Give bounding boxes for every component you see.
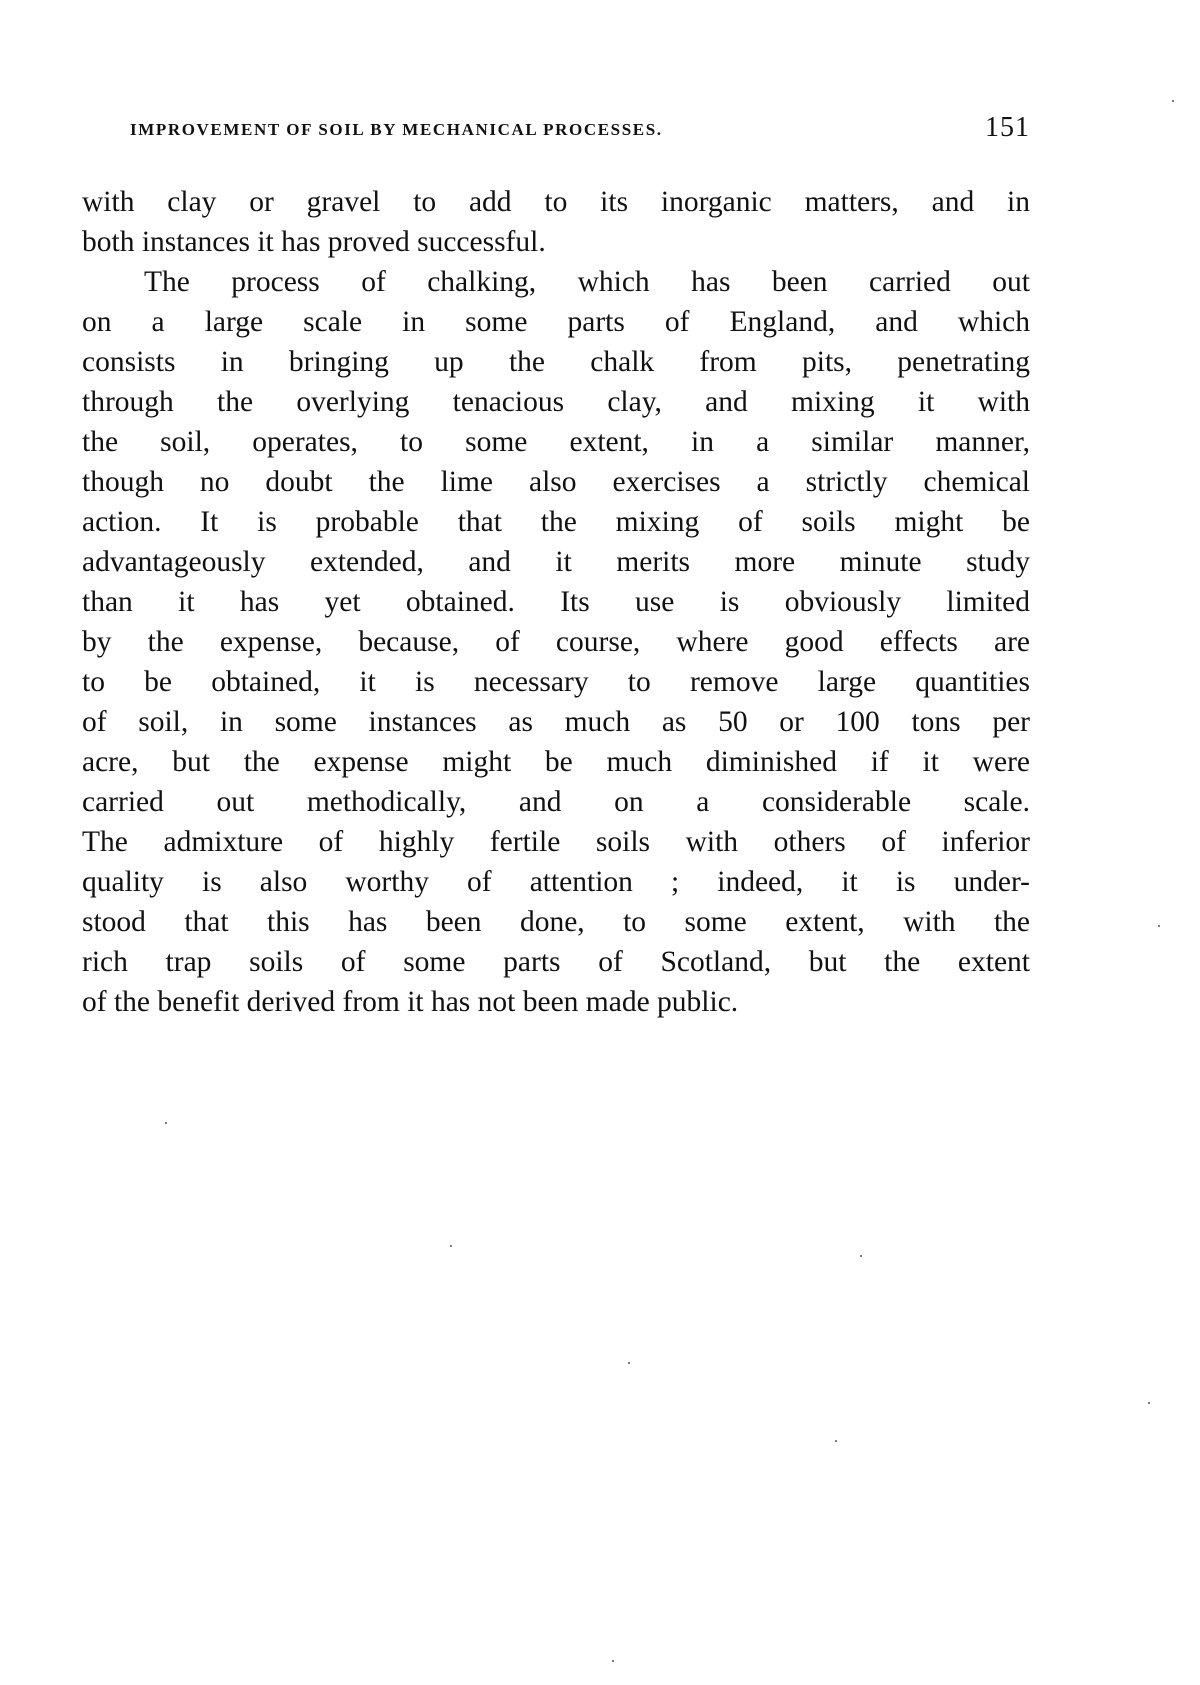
text-line: The admixture of highly fertile soils with others of inferior [82, 826, 1030, 858]
text-line: with clay or gravel to add to its inorganic matters, and in [82, 186, 1030, 218]
text-line: on a large scale in some parts of England, and which [82, 306, 1030, 338]
text-line: to be obtained, it is necessary to remove large quantities [82, 666, 1030, 698]
scan-speck [628, 1362, 630, 1364]
text-line: through the overlying tenacious clay, and mixing it with [82, 386, 1030, 418]
text-line: action. It is probable that the mixing of soils might be [82, 506, 1030, 538]
scan-speck [835, 1440, 837, 1442]
scan-speck [1148, 1402, 1150, 1404]
paragraph-start-line: The process of chalking, which has been carried out [144, 266, 1030, 298]
scan-speck [860, 1255, 862, 1257]
body-text [82, 182, 1030, 1022]
text-line: advantageously extended, and it merits more minute study [82, 546, 1030, 578]
running-head [130, 112, 1030, 146]
text-line: carried out methodically, and on a considerable scale. [82, 786, 1030, 818]
text-line: acre, but the expense might be much diminished if it were [82, 746, 1030, 778]
scan-speck [165, 1122, 167, 1124]
text-line: than it has yet obtained. Its use is obviously limited [82, 586, 1030, 618]
text-line: both instances it has proved successful. [82, 226, 546, 258]
scan-speck [612, 1660, 614, 1662]
scan-speck [1158, 925, 1160, 927]
running-title: IMPROVEMENT OF SOIL BY MECHANICAL PROCESSES. [130, 120, 663, 139]
text-line: stood that this has been done, to some extent, with the [82, 906, 1030, 938]
text-line: the soil, operates, to some extent, in a similar manner, [82, 426, 1030, 458]
scan-speck [450, 1245, 452, 1247]
text-line: quality is also worthy of attention ; indeed, it is under- [82, 866, 1030, 898]
text-line: rich trap soils of some parts of Scotland, but the extent [82, 946, 1030, 978]
text-line: though no doubt the lime also exercises a strictly chemical [82, 466, 1030, 498]
text-line: of the benefit derived from it has not been made public. [82, 986, 739, 1018]
scan-speck [1172, 100, 1174, 102]
text-line: consists in bringing up the chalk from pits, penetrating [82, 346, 1030, 378]
text-line: by the expense, because, of course, where good effects are [82, 626, 1030, 658]
page-number: 151 [985, 112, 1030, 143]
text-line: of soil, in some instances as much as 50 or 100 tons per [82, 706, 1030, 738]
